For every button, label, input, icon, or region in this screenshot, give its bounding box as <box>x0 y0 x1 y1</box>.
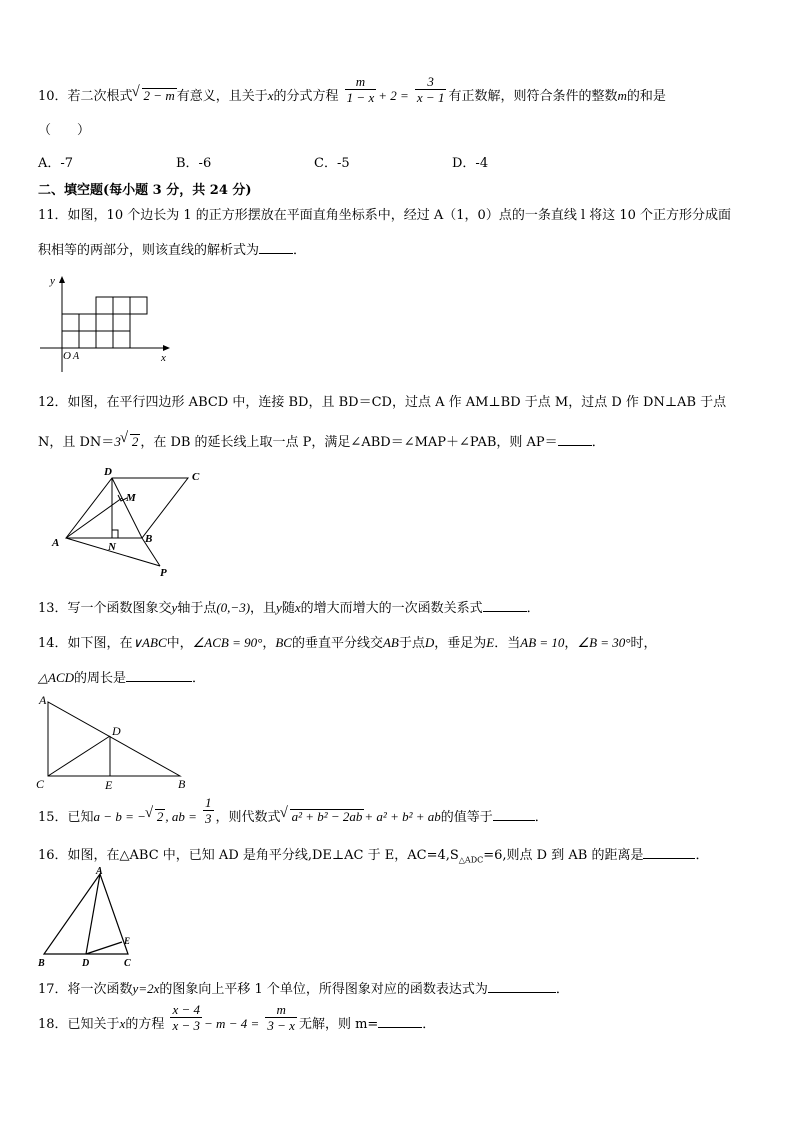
q10-option-d: D．-4 <box>452 156 489 171</box>
q11-label-x: x <box>161 352 166 364</box>
q11-label-o: O <box>63 350 71 362</box>
q12-label-m: M <box>126 492 136 504</box>
q16-label-d: D <box>82 958 90 969</box>
q12-line1: 12．如图，在平行四边形 ABCD 中，连接 BD，且 BD＝CD，过点 A 作 AM⊥BD 于点 M，过点 D 作 DN⊥AB 于点 <box>38 395 727 410</box>
q11-line1: 11．如图，10 个边长为 1 的正方形摆放在平面直角坐标系中，经过 A（1，0）点的一条直线 l 将这 10 个正方形分成面 <box>38 208 732 223</box>
q16-label-c: C <box>124 958 131 969</box>
q10-option-a: A．-7 <box>38 156 74 171</box>
q10-sqrt: √ 2 − m <box>142 88 177 102</box>
q10-option-b: B．-6 <box>176 156 212 171</box>
q10-line: 10．若二次根式√ 2 − m 有意义，且关于x的分式方程 $\frac{m}{1 - x}$ + 2 = $\frac{3}{x - 1}$ 有正数解，则符合条件的整数m的和是 <box>38 88 666 104</box>
q16-label-e: E <box>124 936 131 946</box>
q11-label-a: A <box>73 351 80 362</box>
q15-line: 15．已知a − b = −√ 2 , ab = $\frac{1}{3}$ ，则代数式√ a² + b² − 2ab + a² + b² + ab的值等于 ． <box>38 808 548 825</box>
q12-parallelogram-figure <box>48 464 208 579</box>
q10-frac1: $\frac{m}{1 - x}$ <box>346 74 375 105</box>
q11-line2: 积相等的两部分，则该直线的解析式为 ． <box>38 243 307 258</box>
section-title: 二、填空题(每小题 3 分，共 24 分) <box>38 183 252 198</box>
q10-paren: （ ） <box>38 123 91 138</box>
q10-option-c: C．-5 <box>314 156 350 171</box>
q14-label-e: E <box>105 778 113 792</box>
q10-frac2: $\frac{3}{x - 1}$ <box>416 74 445 105</box>
q12-label-c: C <box>192 471 200 483</box>
q14-line2: △ACD的周长是 ． <box>38 670 206 686</box>
q13-line: 13．写一个函数图象交y轴于点(0,−3)，且y随x的增大而增大的一次函数关系式 ． <box>38 600 540 616</box>
q12-line2: N，且 DN＝3√ 2 ，在 DB 的延长线上取一点 P，满足∠ABD＝∠MAP＋∠PAB，则 AP＝ ． <box>38 433 605 449</box>
q14-label-b: B <box>178 777 186 791</box>
q12-label-b: B <box>145 533 153 545</box>
q17-line: 17．将一次函数y=2x的图象向上平移 1 个单位，所得图象对应的函数表达式为 ． <box>38 981 569 997</box>
q16-triangle-figure <box>34 866 144 972</box>
q14-triangle-figure <box>34 690 194 792</box>
q16-line: 16．如图，在△ABC 中，已知 AD 是角平分线,DE⊥AC 于 E，$AC=4,S_{\triangle ADC}=6$,则点 D 到 AB 的距离是 ． <box>38 848 709 865</box>
q14-line1: 14．如下图，在∨ABC中，∠ACB = 90°，BC的垂直平分线交AB于点D，垂足为E．当AB = 10，∠B = 30°时， <box>38 635 657 651</box>
q14-label-a: A <box>39 693 47 707</box>
q14-label-d: D <box>112 724 121 738</box>
q14-label-c: C <box>36 777 45 791</box>
q12-label-a: A <box>52 537 60 549</box>
q11-label-y: y <box>50 275 55 287</box>
q18-line: 18．已知关于x的方程 $\frac{x - 4}{x - 3}$ − m − 4 = $\frac{m}{3 - x}$ 无解，则 m= ． <box>38 1002 436 1033</box>
q11-grid-figure <box>36 272 176 378</box>
q16-label-a: A <box>96 866 103 877</box>
q12-label-n: N <box>108 541 116 553</box>
q12-label-p: P <box>160 567 167 579</box>
q12-label-d: D <box>104 466 112 478</box>
q16-label-b: B <box>38 958 45 969</box>
